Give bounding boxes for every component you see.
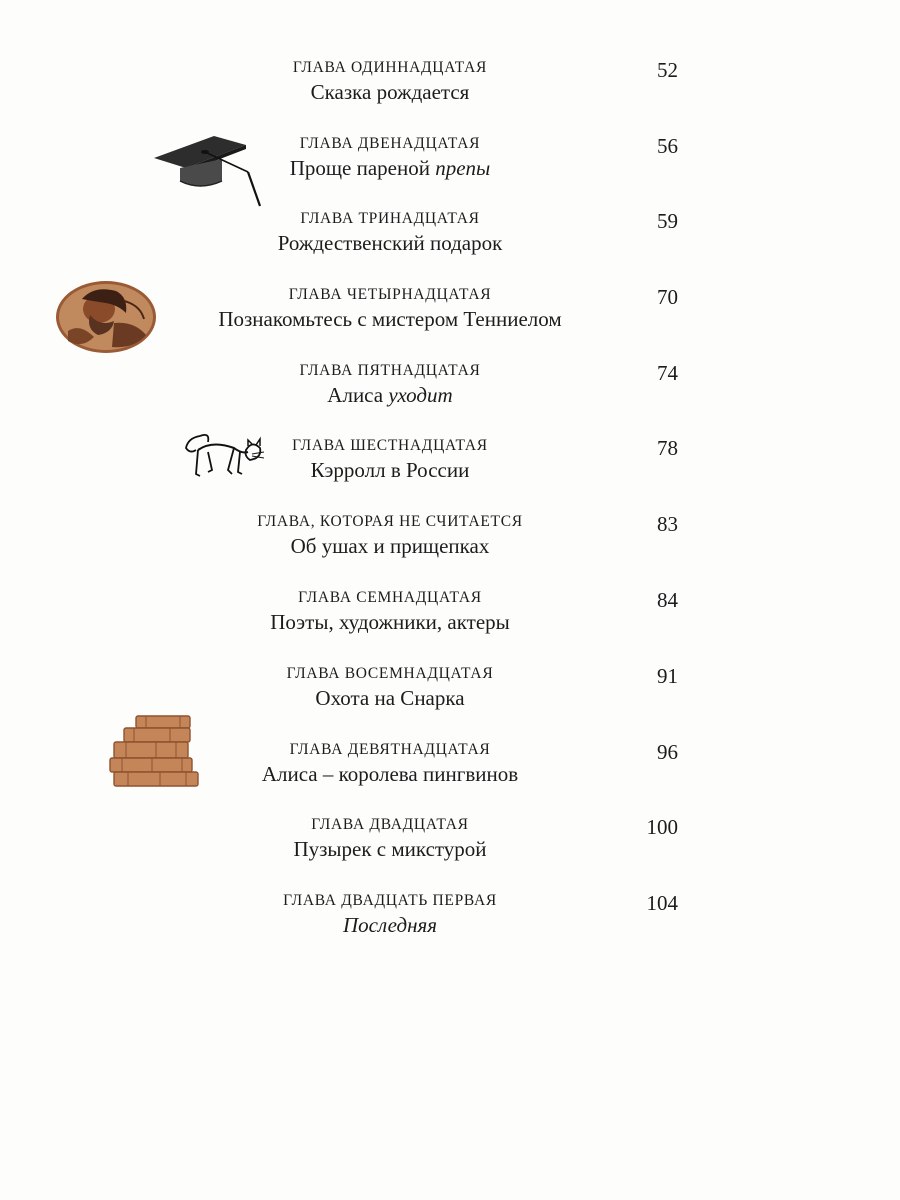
chapter-title (140, 382, 640, 408)
page-number: 100 (646, 815, 678, 839)
chapter-title-italic: Последняя (342, 913, 438, 937)
chapter-label: ГЛАВА ВОСЕМНАДЦАТАЯ (286, 665, 494, 682)
page-number: 52 (657, 58, 678, 82)
chapter-title (140, 912, 640, 938)
chapter-label: ГЛАВА ШЕСТНАДЦАТАЯ (292, 437, 488, 454)
page-number: 84 (657, 588, 678, 612)
chapter-title-text: Проще пареной (289, 156, 436, 180)
chapter-title-text: Алиса (327, 383, 389, 407)
page-number: 70 (657, 285, 678, 309)
chapter-title-text: Поэты, художники, актеры (270, 610, 510, 634)
chapter-label: ГЛАВА ДВАДЦАТЬ ПЕРВАЯ (283, 892, 497, 909)
toc-entry (0, 286, 900, 356)
page-number: 104 (646, 891, 678, 915)
page-number: 96 (657, 740, 678, 764)
chapter-title (140, 836, 640, 862)
chapter-title-italic: препы (435, 156, 491, 180)
toc-entry (0, 741, 900, 811)
chapter-title-text: Алиса – королева пингвинов (261, 762, 519, 786)
chapter-title-text: Пузырек с микстурой (293, 837, 487, 861)
chapter-title-text: Об ушах и прищепках (290, 534, 490, 558)
chapter-label: ГЛАВА СЕМНАДЦАТАЯ (298, 589, 482, 606)
chapter-label: ГЛАВА ДВАДЦАТАЯ (311, 816, 469, 833)
toc-entry (0, 665, 900, 735)
chapter-title (140, 155, 640, 181)
page-number: 59 (657, 209, 678, 233)
chapter-label: ГЛАВА ЧЕТЫРНАДЦАТАЯ (288, 286, 492, 303)
chapter-title (140, 533, 640, 559)
chapter-title-text: Сказка рождается (310, 80, 470, 104)
toc-entry (0, 210, 900, 280)
chapter-title (140, 306, 640, 332)
chapter-title-text: Рождественский подарок (277, 231, 503, 255)
chapter-title (140, 685, 640, 711)
toc-entry (0, 816, 900, 886)
chapter-title (140, 761, 640, 787)
chapter-label: ГЛАВА ОДИННАДЦАТАЯ (292, 59, 488, 76)
chapter-title (140, 457, 640, 483)
chapter-label: ГЛАВА ДЕВЯТНАДЦАТАЯ (289, 741, 491, 758)
chapter-label: ГЛАВА ПЯТНАДЦАТАЯ (299, 362, 481, 379)
chapter-title-text: Познакомьтесь с мистером Тенниелом (218, 307, 562, 331)
toc-entry (0, 513, 900, 583)
toc-entry (0, 892, 900, 962)
chapter-title-italic: уходит (388, 383, 453, 407)
chapter-title (140, 79, 640, 105)
page-number: 56 (657, 134, 678, 158)
page-number: 83 (657, 512, 678, 536)
chapter-label: ГЛАВА ДВЕНАДЦАТАЯ (299, 135, 481, 152)
chapter-title-text: Охота на Снарка (315, 686, 465, 710)
chapter-label: ГЛАВА, КОТОРАЯ НЕ СЧИТАЕТСЯ (257, 513, 523, 530)
chapter-label: ГЛАВА ТРИНАДЦАТАЯ (300, 210, 480, 227)
chapter-title (140, 609, 640, 635)
toc-entry (0, 437, 900, 507)
page-number: 74 (657, 361, 678, 385)
toc-entry (0, 135, 900, 205)
chapter-title (140, 230, 640, 256)
page-number: 91 (657, 664, 678, 688)
chapter-title-text: Кэрролл в России (310, 458, 470, 482)
toc-entry (0, 362, 900, 432)
page-number: 78 (657, 436, 678, 460)
toc-entry (0, 589, 900, 659)
toc-entry (0, 59, 900, 129)
